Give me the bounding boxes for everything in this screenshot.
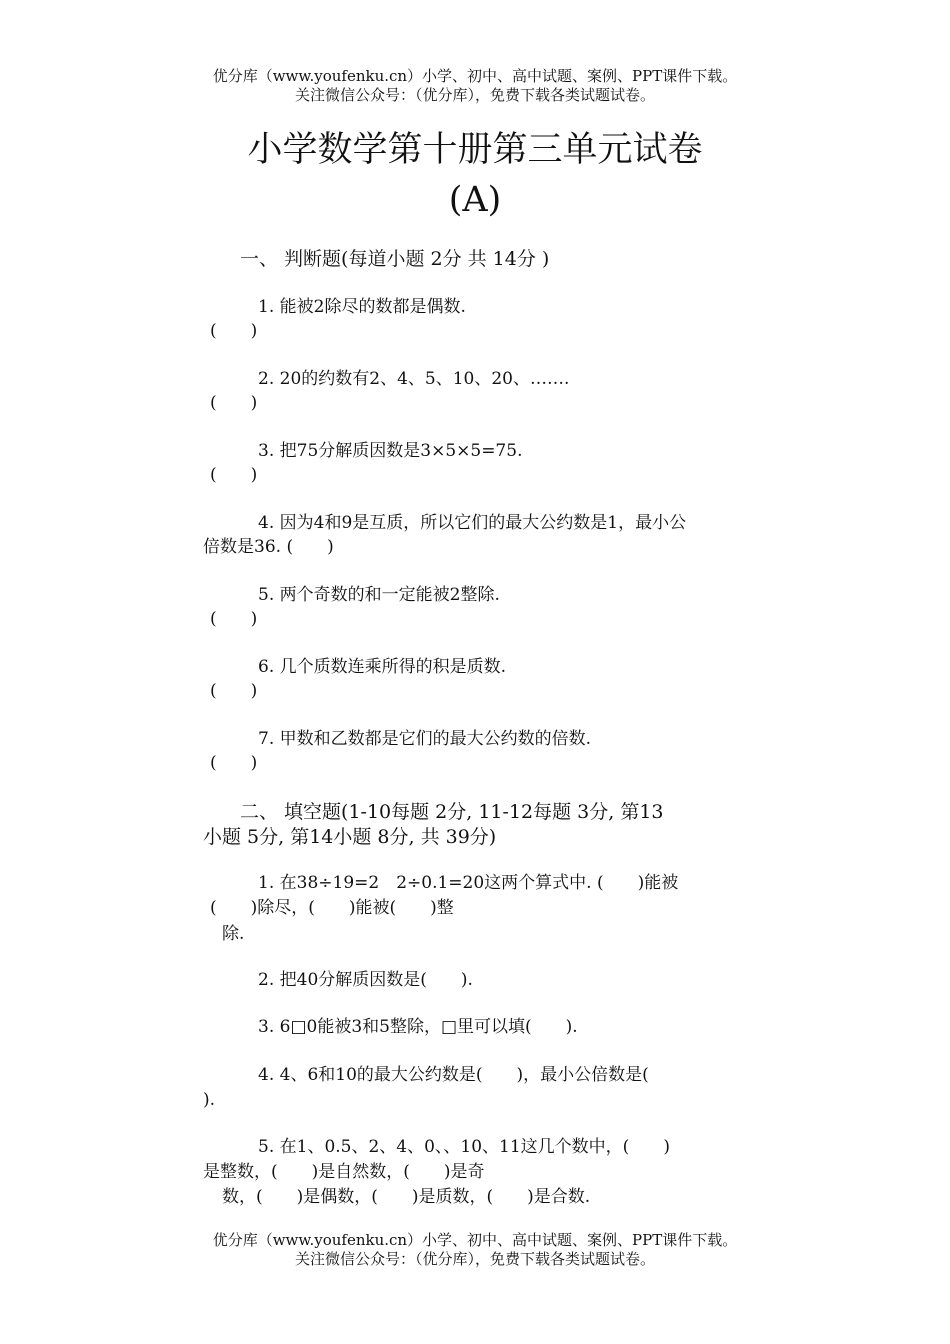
section-2-heading: 二、 填空题(1-10每题 2分, 11-12每题 3分, 第13 bbox=[240, 801, 664, 823]
s1-question-7: 7. 甲数和乙数都是它们的最大公约数的倍数. bbox=[258, 729, 592, 749]
s2-question-5-line-3: 数，( )是偶数，( )是质数，( )是合数. bbox=[222, 1187, 591, 1207]
s1-answer-blank-1: ( ) bbox=[210, 321, 258, 341]
s1-question-4-cont: 倍数是36. ( ) bbox=[203, 537, 334, 557]
header-line-1: 优分库（www.youfenku.cn）小学、初中、高中试题、案例、PPT课件下载。 bbox=[212, 67, 738, 85]
s2-question-1-line-2: ( )除尽，( )能被( )整 bbox=[210, 898, 454, 918]
s2-question-1: 1. 在38÷19=2 2÷0.1=20这两个算式中. ( )能被 bbox=[258, 873, 679, 893]
s2-question-1-line-3: 除. bbox=[222, 924, 245, 944]
s2-question-5-line-2: 是整数，( )是自然数，( )是奇 bbox=[203, 1162, 485, 1182]
s1-answer-blank-3: ( ) bbox=[210, 465, 258, 485]
s1-answer-blank-6: ( ) bbox=[210, 681, 258, 701]
s1-question-2: 2. 20的约数有2、4、5、10、20、……. bbox=[258, 369, 570, 389]
page-title: 小学数学第十册第三单元试卷 bbox=[247, 130, 703, 170]
s2-question-4: 4. 4、6和10的最大公约数是( )，最小公倍数是( bbox=[258, 1065, 649, 1085]
s2-question-2: 2. 把40分解质因数是( ). bbox=[258, 970, 473, 990]
s1-question-1: 1. 能被2除尽的数都是偶数. bbox=[258, 297, 466, 317]
s1-question-3: 3. 把75分解质因数是3×5×5=75. bbox=[258, 441, 523, 461]
header-line-2: 关注微信公众号：（优分库），免费下载各类试题试卷。 bbox=[294, 86, 655, 104]
section-1-heading: 一、 判断题(每道小题 2分 共 14分 ) bbox=[240, 248, 550, 270]
s2-question-5: 5. 在1、0.5、2、4、0、、10、11这几个数中，( ) bbox=[258, 1137, 670, 1157]
s1-answer-blank-7: ( ) bbox=[210, 753, 258, 773]
section-2-heading-cont: 小题 5分, 第14小题 8分, 共 39分) bbox=[203, 826, 497, 848]
s2-question-3: 3. 6□0能被3和5整除，□里可以填( ). bbox=[258, 1017, 578, 1037]
s1-question-6: 6. 几个质数连乘所得的积是质数. bbox=[258, 657, 507, 677]
footer-line-1: 优分库（www.youfenku.cn）小学、初中、高中试题、案例、PPT课件下载。 bbox=[212, 1231, 738, 1249]
s1-answer-blank-2: ( ) bbox=[210, 393, 258, 413]
s1-question-5: 5. 两个奇数的和一定能被2整除. bbox=[258, 585, 500, 605]
s1-answer-blank-5: ( ) bbox=[210, 609, 258, 629]
footer-line-2: 关注微信公众号：（优分库），免费下载各类试题试卷。 bbox=[294, 1250, 655, 1268]
s1-question-4: 4. 因为4和9是互质，所以它们的最大公约数是1，最小公 bbox=[258, 513, 687, 533]
s2-question-4-line-2: ). bbox=[203, 1090, 216, 1110]
page-title-sub: (A) bbox=[448, 180, 502, 220]
